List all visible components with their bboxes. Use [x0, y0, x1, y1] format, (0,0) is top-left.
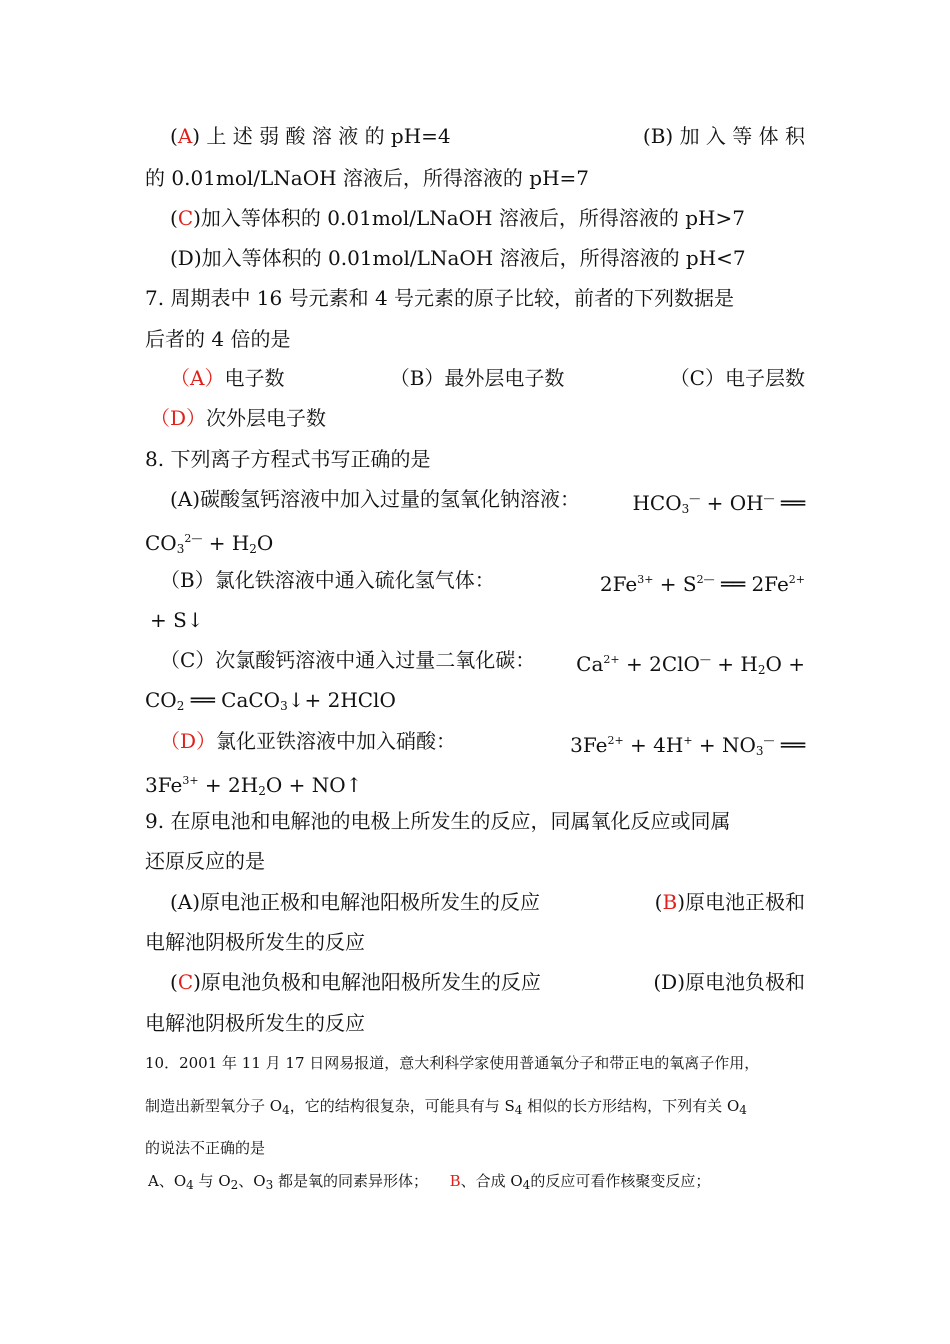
q6-option-c: (C)加入等体积的 0.01mol/LNaOH 溶液后，所得溶液的 pH>7: [170, 206, 745, 230]
q10-stem-cont: 制造出新型氧分子 $O_4$，它的结构很复杂，可能具有与 $S_4$ 相似的长方形结构，下列有关 $O_4$: [145, 1097, 747, 1117]
q6-option-d: (D)加入等体积的 0.01mol/LNaOH 溶液后，所得溶液的 pH<7: [170, 246, 746, 270]
q7-option-a: （A）电子数: [170, 366, 285, 390]
q8-equation-d: $3Fe^{2+} + 4H^+ + NO_3^—$ ══: [570, 733, 805, 758]
q10-option-b: B、合成 $O_4$的反应可看作核聚变反应；: [449, 1172, 711, 1192]
q9-stem: 9. 在原电池和电解池的电极上所发生的反应，同属氧化反应或同属: [145, 809, 731, 833]
q9-option-d: (D)原电池负极和: [653, 970, 805, 994]
q6-answer-a: A: [177, 124, 193, 148]
q8-option-c: （C）次氯酸钙溶液中通入过量二氧化碳： $Ca^{2+} + 2ClO^— + H_2O$ +: [160, 646, 805, 684]
q7-stem: 7. 周期表中 16 号元素和 4 号元素的原子比较，前者的下列数据是: [145, 286, 735, 310]
q9-stem-cont: 还原反应的是: [145, 849, 265, 873]
q8-answer-d: （D）: [160, 729, 217, 753]
q8-option-b: （B）氯化铁溶液中通入硫化氢气体： $2Fe^{3+} + S^{2—}$ ══ $2Fe^{2+}$: [160, 568, 805, 596]
q8-equation-c-cont: $CO_2$ ══ CaCO$_3$↓+ 2HClO: [145, 688, 396, 713]
q7-option-d: （D）次外层电子数: [150, 406, 327, 430]
q8-equation-d-cont: $3Fe^{3+} + 2H_2O$ + NO↑: [145, 773, 363, 798]
q7-answer-a: （A）: [170, 366, 225, 390]
q9-options-a-b: [170, 888, 805, 916]
q10-stem: 10．2001 年 11 月 17 日网易报道，意大利科学家使用普通氧分子和带正电的氧离子作用，: [145, 1054, 760, 1072]
q8-equation-c: $Ca^{2+} + 2ClO^— + H_2O$ +: [576, 652, 805, 677]
q8-option-a: (A)碳酸氢钙溶液中加入过量的氢氧化钠溶液： $HCO_3^— + OH^—$ ══: [170, 485, 805, 523]
q9-option-d-cont: 电解池阴极所发生的反应: [145, 1011, 365, 1035]
q7-option-b: （B）最外层电子数: [389, 366, 565, 390]
q8-equation-a-cont: $CO_3^{2—} + H_2O$: [145, 531, 274, 556]
q6-answer-c: C: [177, 206, 194, 230]
q8-equation-b-cont: + S↓: [150, 608, 204, 632]
q9-option-c: (C)原电池负极和电解池阳极所发生的反应: [170, 970, 541, 994]
q7-answer-d: （D）: [150, 406, 207, 430]
q10-options-a-b: [148, 1170, 808, 1196]
q9-option-b: (B)原电池正极和: [654, 890, 805, 914]
q10-stem-end: 的说法不正确的是: [145, 1139, 266, 1157]
q9-options-c-d: [170, 968, 805, 996]
q10-answer-b: B: [449, 1172, 461, 1190]
q8-option-d: （D）氯化亚铁溶液中加入硝酸： $3Fe^{2+} + 4H^+ + NO_3^—$ ══: [160, 727, 805, 765]
q8-equation-b: $2Fe^{3+} + S^{2—}$ ══ $2Fe^{2+}$: [599, 572, 805, 596]
q7-stem-cont: 后者的 4 倍的是: [145, 327, 291, 351]
q9-option-b-cont: 电解池阴极所发生的反应: [145, 930, 365, 954]
q9-answer-b: B: [662, 890, 678, 914]
q9-option-a: (A)原电池正极和电解池阳极所发生的反应: [170, 890, 541, 914]
q6-option-a-b: [170, 122, 805, 150]
q6-option-b-cont: 的 0.01mol/LNaOH 溶液后，所得溶液的 pH=7: [145, 166, 590, 190]
q10-option-a: A、$O_4$ 与 $O_2$、$O_3$ 都是氧的同素异形体；: [148, 1172, 428, 1192]
q6-option-a: (A) 上 述 弱 酸 溶 液 的 pH=4: [170, 124, 451, 148]
q7-options-abc: [170, 364, 805, 392]
q8-stem: 8. 下列离子方程式书写正确的是: [145, 447, 431, 471]
q7-option-c: （C）电子层数: [669, 366, 805, 390]
q9-answer-c: C: [177, 970, 194, 994]
q6-option-b: (B) 加 入 等 体 积: [642, 124, 805, 148]
q8-equation-a: $HCO_3^— + OH^—$ ══: [632, 491, 805, 516]
